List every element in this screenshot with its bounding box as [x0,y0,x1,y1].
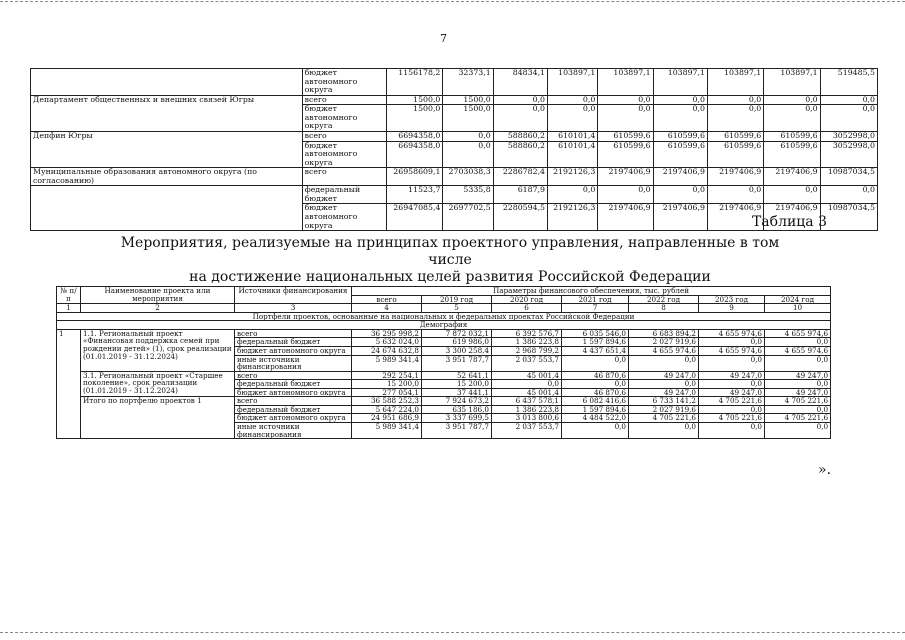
value-cell: 4 705 221,6 [765,397,831,406]
value-cell: 0,0 [820,105,877,132]
value-cell: 36 588 252,3 [352,397,422,406]
value-cell: 1 597 894,6 [562,405,629,414]
value-cell: 5 989 341,4 [352,355,422,371]
org-cell [31,105,303,132]
value-cell: 2197406,9 [764,204,820,231]
value-cell: 6 082 416,6 [562,397,629,406]
page-bottom-edge [0,632,905,633]
value-cell: 0,0 [598,95,653,105]
value-cell: 610101,4 [548,131,598,141]
column-index: 1 [57,304,81,313]
closing-quote-mark: ». [818,462,832,478]
value-cell: 0,0 [707,95,763,105]
value-cell: 2197406,9 [598,168,653,186]
project-name: Итого по портфелю проектов 1 [81,397,235,439]
value-cell: 0,0 [764,186,820,204]
value-cell: 0,0 [548,186,598,204]
row-number: 1 [57,329,81,438]
value-cell: 1500,0 [387,105,443,132]
table-row [31,141,878,168]
value-cell: 3052998,0 [820,131,877,141]
value-cell: 4 437 651,4 [562,346,629,355]
table-heading-line-1: Мероприятия, реализуемые на принципах проектного управления, направленные в том числе [120,235,780,268]
value-cell: 52 641,1 [422,371,492,380]
table-heading [100,235,800,286]
value-cell: 6694358,0 [387,141,443,168]
value-cell: 2197406,9 [707,204,763,231]
value-cell: 0,0 [653,95,707,105]
value-cell: 0,0 [629,423,699,439]
source-cell: бюджет автономного округа [235,388,352,397]
value-cell: 6 035 546,0 [562,329,629,338]
value-cell: 45 001,4 [492,371,562,380]
year-header: 2019 год [422,295,492,304]
value-cell: 1500,0 [387,95,443,105]
year-header: 2020 год [492,295,562,304]
value-cell: 0,0 [699,338,765,347]
page-number: 7 [440,32,447,45]
org-cell [31,69,303,96]
value-cell: 0,0 [765,355,831,371]
value-cell: 1 386 223,8 [492,338,562,347]
value-cell: 610599,6 [707,131,763,141]
table-heading-line-2: на достижение национальных целей развития Российской Федерации [189,269,711,285]
source-cell: бюджет автономного округа [302,141,386,168]
value-cell: 1156178,2 [387,69,443,96]
source-cell: всего [302,168,386,186]
value-cell: 103897,1 [707,69,763,96]
value-cell: 4 705 221,6 [699,414,765,423]
value-cell: 1 597 894,6 [562,338,629,347]
source-cell: бюджет автономного округа [302,69,386,96]
value-cell: 4 655 974,6 [699,329,765,338]
column-index: 4 [352,304,422,313]
value-cell: 3 951 787,7 [422,355,492,371]
value-cell: 2697702,5 [443,204,493,231]
value-cell: 1500,0 [443,95,493,105]
value-cell: 36 295 998,2 [352,329,422,338]
header-index-row [57,304,831,313]
value-cell: 37 441,1 [422,388,492,397]
section-row [57,321,831,330]
value-cell: 4 655 974,6 [699,346,765,355]
value-cell: 4 705 221,6 [699,397,765,406]
value-cell: 6 437 578,1 [492,397,562,406]
value-cell: 4 655 974,6 [765,346,831,355]
value-cell: 2197406,9 [707,168,763,186]
table-caption: Таблица 3 [751,214,827,230]
table-row [57,371,831,380]
value-cell: 0,0 [598,186,653,204]
source-cell: бюджет автономного округа [302,204,386,231]
value-cell: 2197406,9 [653,204,707,231]
header-source: Источники финансирования [235,287,352,304]
value-cell: 635 186,0 [422,405,492,414]
value-cell: 0,0 [629,380,699,389]
source-cell: бюджет автономного округа [235,346,352,355]
column-index: 3 [235,304,352,313]
table-row [57,397,831,406]
source-cell: всего [302,95,386,105]
value-cell: 610599,6 [598,141,653,168]
value-cell: 26947085,4 [387,204,443,231]
value-cell: 2 027 919,6 [629,338,699,347]
value-cell: 0,0 [598,105,653,132]
value-cell: 610599,6 [653,141,707,168]
value-cell: 24 951 686,9 [352,414,422,423]
value-cell: 7 924 673,2 [422,397,492,406]
year-header: 2021 год [562,295,629,304]
source-cell: федеральный бюджет [235,338,352,347]
source-cell: иные источники финансирования [235,423,352,439]
project-name: 1.1. Региональный проект «Финансовая поддержка семей при рождении детей» (1), срок реализации (01.01.2019 - 31.12.2024) [81,329,235,371]
value-cell: 519485,5 [820,69,877,96]
header-row [57,287,831,296]
value-cell: 0,0 [443,131,493,141]
year-header: всего [352,295,422,304]
header-params: Параметры финансового обеспечения, тыс. рублей [352,287,831,296]
value-cell: 2280594,5 [493,204,547,231]
year-header: 2022 год [629,295,699,304]
value-cell: 0,0 [548,95,598,105]
value-cell: 4 655 974,6 [765,329,831,338]
value-cell: 0,0 [629,355,699,371]
value-cell: 49 247,0 [699,371,765,380]
value-cell: 1 386 223,8 [492,405,562,414]
value-cell: 10987034,5 [820,168,877,186]
value-cell: 3 300 258,4 [422,346,492,355]
value-cell: 103897,1 [548,69,598,96]
value-cell: 0,0 [699,423,765,439]
value-cell: 6694358,0 [387,131,443,141]
value-cell: 6 733 141,2 [629,397,699,406]
value-cell: 0,0 [443,141,493,168]
org-cell: Депфин Югры [31,131,303,141]
table-row [31,95,878,105]
portfolio-title: Портфели проектов, основанные на национальных и федеральных проектах Российской Федерации [57,312,831,321]
project-measures-table [56,286,831,439]
table-row [31,69,878,96]
value-cell: 0,0 [820,95,877,105]
value-cell: 0,0 [562,355,629,371]
header-name: Наименование проекта или мероприятия [81,287,235,304]
value-cell: 277 054,1 [352,388,422,397]
value-cell: 46 870,6 [562,388,629,397]
source-cell: федеральный бюджет [302,186,386,204]
org-cell: Муниципальные образования автономного округа (по согласованию) [31,168,303,186]
value-cell: 0,0 [653,105,707,132]
value-cell: 2197406,9 [764,168,820,186]
value-cell: 49 247,0 [765,371,831,380]
value-cell: 15 200,0 [422,380,492,389]
table-row [31,186,878,204]
value-cell: 588860,2 [493,131,547,141]
value-cell: 3 013 800,6 [492,414,562,423]
value-cell: 1500,0 [443,105,493,132]
column-index: 2 [81,304,235,313]
value-cell: 24 674 632,8 [352,346,422,355]
table-row [57,329,831,338]
value-cell: 103897,1 [653,69,707,96]
value-cell: 0,0 [765,423,831,439]
value-cell: 10987034,5 [820,204,877,231]
portfolio-row [57,312,831,321]
value-cell: 0,0 [548,105,598,132]
table-row [31,131,878,141]
value-cell: 6 392 576,7 [492,329,562,338]
value-cell: 2286782,4 [493,168,547,186]
value-cell: 103897,1 [598,69,653,96]
column-index: 8 [629,304,699,313]
value-cell: 15 200,0 [352,380,422,389]
value-cell: 2 037 553,7 [492,423,562,439]
value-cell: 5 989 341,4 [352,423,422,439]
value-cell: 0,0 [707,105,763,132]
project-name: 3.1. Региональный проект «Старшее поколение», срок реализации (01.01.2019 - 31.12.2024) [81,371,235,397]
value-cell: 2192126,3 [548,168,598,186]
table-row [31,168,878,186]
source-cell: федеральный бюджет [235,405,352,414]
value-cell: 0,0 [820,186,877,204]
value-cell: 49 247,0 [629,371,699,380]
value-cell: 11523,7 [387,186,443,204]
source-cell: иные источники финансирования [235,355,352,371]
table-row [31,105,878,132]
value-cell: 5335,8 [443,186,493,204]
org-cell [31,186,303,204]
source-cell: всего [235,397,352,406]
org-cell: Департамент общественных и внешних связей Югры [31,95,303,105]
value-cell: 49 247,0 [699,388,765,397]
value-cell: 2703038,3 [443,168,493,186]
header-num: № п/п [57,287,81,304]
value-cell: 610599,6 [707,141,763,168]
column-index: 9 [699,304,765,313]
value-cell: 619 986,0 [422,338,492,347]
value-cell: 3052998,0 [820,141,877,168]
value-cell: 610101,4 [548,141,598,168]
source-cell: федеральный бюджет [235,380,352,389]
value-cell: 292 254,1 [352,371,422,380]
value-cell: 32373,1 [443,69,493,96]
value-cell: 6 683 894,2 [629,329,699,338]
value-cell: 0,0 [562,380,629,389]
value-cell: 103897,1 [764,69,820,96]
value-cell: 84834,1 [493,69,547,96]
value-cell: 0,0 [493,105,547,132]
value-cell: 6187,9 [493,186,547,204]
value-cell: 49 247,0 [765,388,831,397]
column-index: 6 [492,304,562,313]
value-cell: 4 484 522,0 [562,414,629,423]
value-cell: 4 655 974,6 [629,346,699,355]
value-cell: 0,0 [493,95,547,105]
value-cell: 0,0 [765,380,831,389]
table-row [31,204,878,231]
value-cell: 49 247,0 [629,388,699,397]
year-header: 2023 год [699,295,765,304]
value-cell: 0,0 [653,186,707,204]
value-cell: 0,0 [699,405,765,414]
column-index: 10 [765,304,831,313]
value-cell: 0,0 [492,380,562,389]
value-cell: 2197406,9 [653,168,707,186]
value-cell: 0,0 [562,423,629,439]
value-cell: 0,0 [699,355,765,371]
org-cell [31,204,303,231]
source-cell: бюджет автономного округа [302,105,386,132]
value-cell: 46 870,6 [562,371,629,380]
column-index: 7 [562,304,629,313]
value-cell: 7 872 032,1 [422,329,492,338]
value-cell: 4 705 221,6 [765,414,831,423]
column-index: 5 [422,304,492,313]
value-cell: 0,0 [765,405,831,414]
value-cell: 0,0 [764,95,820,105]
value-cell: 0,0 [765,338,831,347]
source-cell: всего [235,329,352,338]
value-cell: 3 337 699,5 [422,414,492,423]
value-cell: 45 001,4 [492,388,562,397]
value-cell: 2197406,9 [598,204,653,231]
source-cell: всего [235,371,352,380]
year-header: 2024 год [765,295,831,304]
source-cell: бюджет автономного округа [235,414,352,423]
page-top-edge [0,1,905,2]
value-cell: 0,0 [707,186,763,204]
value-cell: 610599,6 [764,141,820,168]
value-cell: 3 951 787,7 [422,423,492,439]
value-cell: 610599,6 [653,131,707,141]
value-cell: 5 632 024,0 [352,338,422,347]
section-title: Демография [57,321,831,330]
value-cell: 2 037 553,7 [492,355,562,371]
value-cell: 610599,6 [764,131,820,141]
value-cell: 26958609,1 [387,168,443,186]
value-cell: 2 968 799,2 [492,346,562,355]
value-cell: 0,0 [764,105,820,132]
source-cell: всего [302,131,386,141]
value-cell: 2 027 919,6 [629,405,699,414]
value-cell: 610599,6 [598,131,653,141]
value-cell: 4 705 221,6 [629,414,699,423]
value-cell: 2192126,3 [548,204,598,231]
value-cell: 0,0 [699,380,765,389]
value-cell: 5 647 224,0 [352,405,422,414]
value-cell: 588860,2 [493,141,547,168]
org-cell [31,141,303,168]
continued-funding-table [30,68,878,231]
